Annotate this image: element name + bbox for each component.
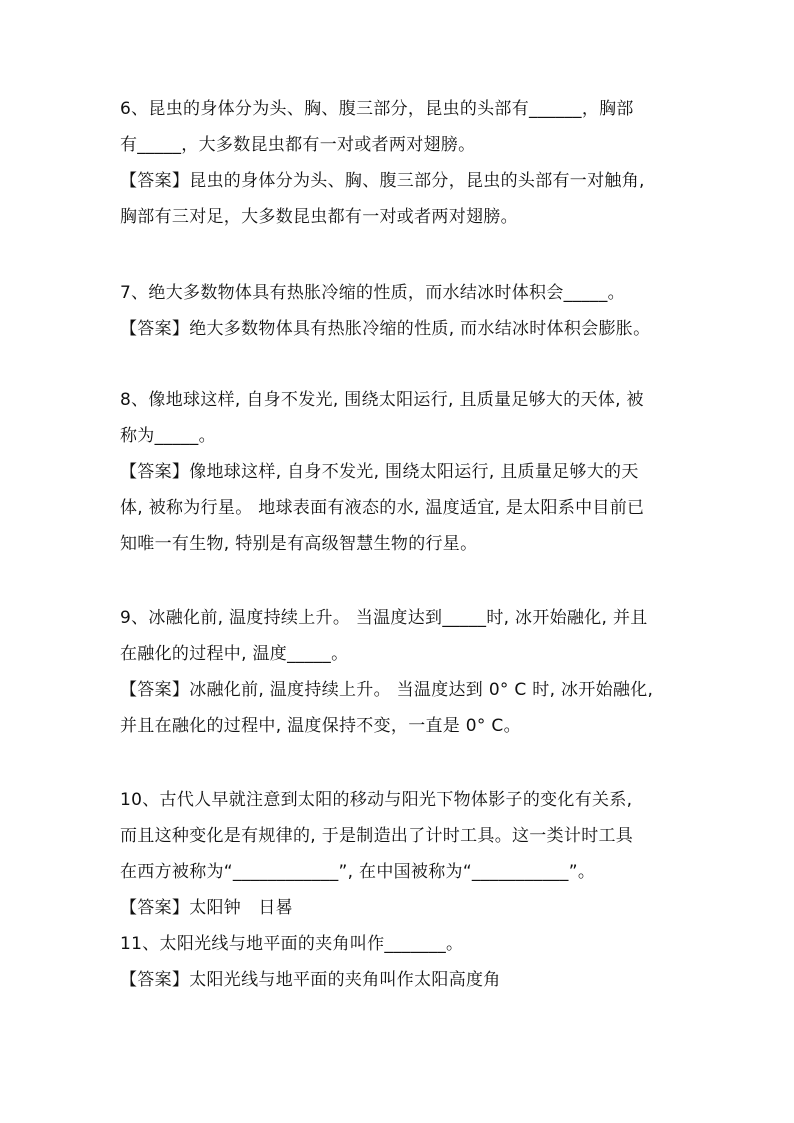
question-8-line-1: 8、像地球这样, 自身不发光, 围绕太阳运行, 且质量足够大的天体, 被 [120,390,644,410]
question-9-line-1: 9、冰融化前, 温度持续上升。 当温度达到_____时, 冰开始融化, 并且 [120,608,648,628]
question-10-line-3: 在西方被称为“____________”, 在中国被称为“___________”。 [120,862,596,882]
question-8-line-2: 称为_____。 [120,426,216,446]
question-10-line-1: 10、古代人早就注意到太阳的移动与阳光下物体影子的变化有关系, [120,790,633,810]
question-7-line-1: 7、绝大多数物体具有热胀冷缩的性质，而水结冰时体积会_____。 [120,283,625,303]
answer-6-line-1: 【答案】昆虫的身体分为头、胸、腹三部分，昆虫的头部有一对触角, [120,171,645,191]
answer-6-line-2: 胸部有三对足，大多数昆虫都有一对或者两对翅膀。 [120,207,518,227]
answer-11-line-1: 【答案】太阳光线与地平面的夹角叫作太阳高度角 [120,970,501,990]
answer-8-line-1: 【答案】像地球这样, 自身不发光, 围绕太阳运行, 且质量足够大的天 [120,462,639,482]
question-10-line-2: 而且这种变化是有规律的, 于是制造出了计时工具。这一类计时工具 [120,826,634,846]
answer-8-line-2: 体, 被称为行星。 地球表面有液态的水, 温度适宜, 是太阳系中目前已 [120,498,645,518]
answer-9-line-1: 【答案】冰融化前, 温度持续上升。 当温度达到 0° C 时, 冰开始融化, [120,680,654,700]
answer-10-line-1: 【答案】太阳钟 日晷 [120,898,293,918]
answer-8-line-3: 知唯一有生物, 特别是有高级智慧生物的行星。 [120,534,478,554]
answer-9-line-2: 并且在融化的过程中, 温度保持不变，一直是 0° C。 [120,716,521,736]
answer-7-line-1: 【答案】绝大多数物体具有热胀冷缩的性质, 而水结冰时体积会膨胀。 [120,319,651,339]
question-9-line-2: 在融化的过程中, 温度_____。 [120,644,349,664]
question-6-line-2: 有_____，大多数昆虫都有一对或者两对翅膀。 [120,135,476,155]
question-11-line-1: 11、太阳光线与地平面的夹角叫作_______。 [120,934,464,954]
question-6-line-1: 6、昆虫的身体分为头、胸、腹三部分，昆虫的头部有______，胸部 [120,99,634,119]
